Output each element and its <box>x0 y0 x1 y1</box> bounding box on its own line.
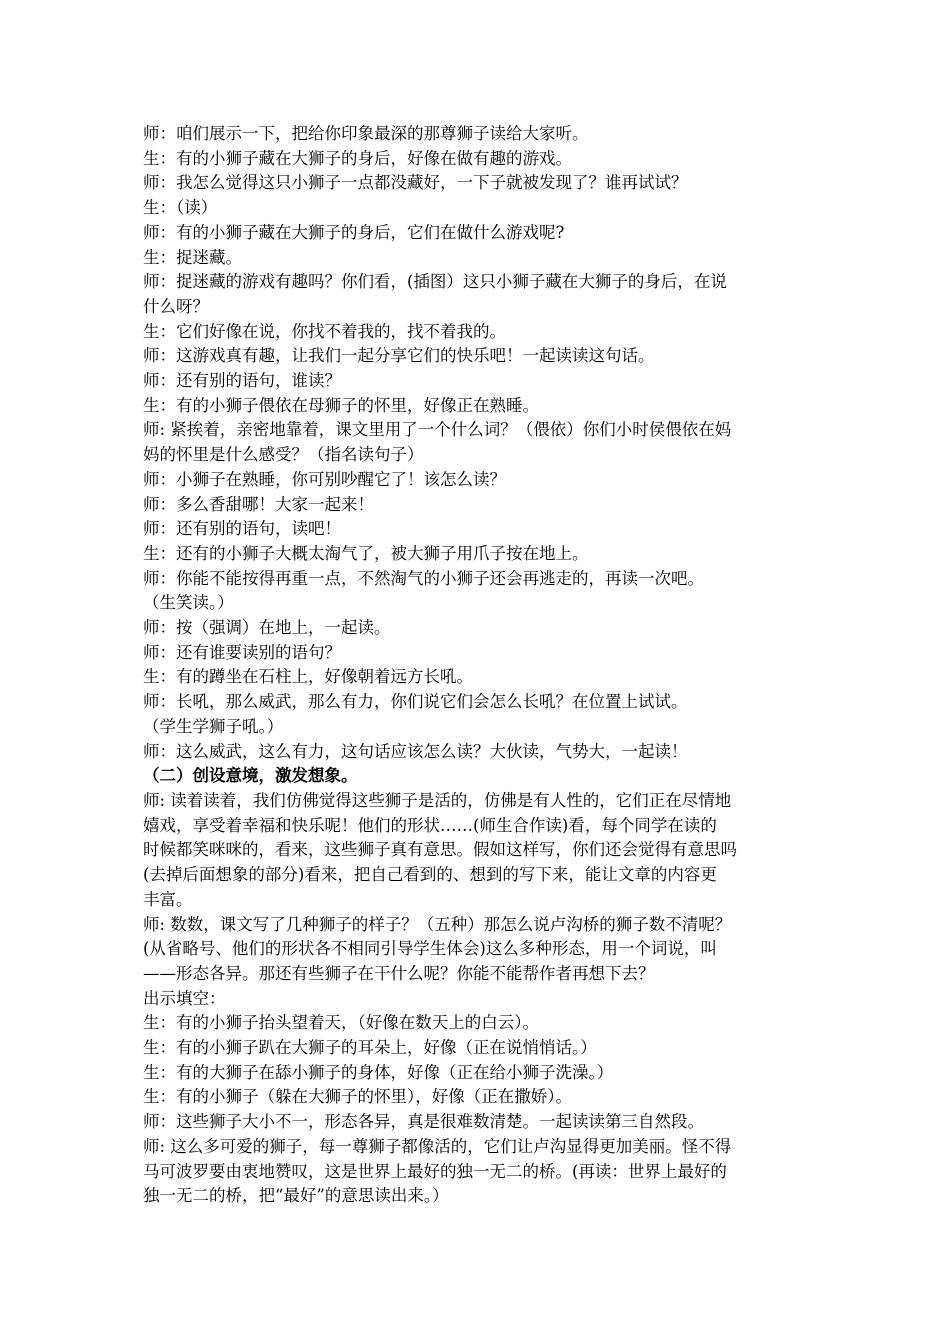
text-line: 生：有的蹲坐在石柱上，好像朝着远方长吼。 <box>143 667 473 687</box>
text-line: 丰富。 <box>143 889 193 909</box>
text-line: （生笑读。） <box>143 593 234 613</box>
text-line: 生：有的小狮子抬头望着天，（好像在数天上的白云）。 <box>143 1013 539 1033</box>
text-line: (从省略号、他们的形状各不相同引导学生体会)这么多种形态，用一个词说，叫 <box>143 939 717 959</box>
text-line: 师: 紧挨着，亲密地靠着，课文里用了一个什么词？（偎依）你们小时侯偎依在妈 <box>143 420 732 440</box>
text-line: 独一无二的桥，把“最好”的意思读出来。） <box>143 1186 449 1206</box>
text-line: 师: 这么多可爱的狮子，每一尊狮子都像活的，它们让卢沟显得更加美丽。怪不得 <box>143 1136 732 1156</box>
text-line: 生：（读） <box>143 198 218 218</box>
text-line: 什么呀？ <box>143 296 209 316</box>
text-line: 师：这游戏真有趣，让我们一起分享它们的快乐吧！一起读读这句话。 <box>143 346 655 366</box>
text-line: ——形态各异。那还有些狮子在干什么呢？你能不能帮作者再想下去？ <box>143 963 655 983</box>
text-line: 师：有的小狮子藏在大狮子的身后，它们在做什么游戏呢? <box>143 222 565 242</box>
text-line: (去掉后面想象的部分)看来，把自己看到的、想到的写下来，能让文章的内容更 <box>143 865 717 885</box>
text-line: 生：有的小狮子趴在大狮子的耳朵上，好像（正在说悄悄话。） <box>143 1038 597 1058</box>
text-line: 师：这些狮子大小不一，形态各异，真是很难数清楚。一起读读第三自然段。 <box>143 1112 704 1132</box>
text-line: 师：你能不能按得再重一点，不然淘气的小狮子还会再逃走的，再读一次吧。 <box>143 568 704 588</box>
text-line: 生：有的小狮子（躲在大狮子的怀里），好像（正在撒娇）。 <box>143 1087 572 1107</box>
text-line: 师：长吼，那么威武，那么有力，你们说它们会怎么长吼？在位置上试试。 <box>143 692 688 712</box>
text-line: 师：小狮子在熟睡，你可别吵醒它了！该怎么读？ <box>143 469 506 489</box>
text-line: 师: 读着读着，我们仿佛觉得这些狮子是活的，仿佛是有人性的，它们正在尽情地 <box>143 790 732 810</box>
document-body <box>143 122 813 1209</box>
text-line: 师：还有别的语句，读吧！ <box>143 519 341 539</box>
text-line: 生：有的小狮子藏在大狮子的身后，好像在做有趣的游戏。 <box>143 148 572 168</box>
text-line: 生：还有的小狮子大概太淘气了，被大狮子用爪子按在地上。 <box>143 543 589 563</box>
text-line: 师: 数数，课文写了几种狮子的样子？（五种）那怎么说卢沟桥的狮子数不清呢？ <box>143 914 732 934</box>
text-line: 生：捉迷藏。 <box>143 247 242 267</box>
text-line: 师：还有谁要读别的语句？ <box>143 642 341 662</box>
text-line: 生：有的小狮子偎依在母狮子的怀里，好像正在熟睡。 <box>143 395 539 415</box>
text-line: 师：捉迷藏的游戏有趣吗？你们看，(插图）这只小狮子藏在大狮子的身后，在说 <box>143 272 727 292</box>
text-line: 生：它们好像在说，你找不着我的，找不着我的。 <box>143 321 506 341</box>
text-line: 时候都笑咪咪的，看来，这些狮子真有意思。假如这样写，你们还会觉得有意思吗 <box>143 840 737 860</box>
text-line: 师：咱们展示一下，把给你印象最深的那尊狮子读给大家听。 <box>143 124 589 143</box>
text-line: 师：多么香甜哪！大家一起来！ <box>143 494 374 514</box>
text-line: 妈的怀里是什么感受？（指名读句子） <box>143 445 424 465</box>
text-line: 生：有的大狮子在舔小狮子的身体，好像（正在给小狮子洗澡。） <box>143 1062 614 1082</box>
text-line: 师：我怎么觉得这只小狮子一点都没藏好，一下子就被发现了？谁再试试？ <box>143 173 688 193</box>
text-line: （学生学狮子吼。） <box>143 716 284 736</box>
text-line: 师：还有别的语句，谁读？ <box>143 371 341 391</box>
section-heading: （二）创设意境，激发想象。 <box>143 766 358 786</box>
text-line: 出示填空： <box>143 988 226 1008</box>
text-line: 师：按（强调）在地上，一起读。 <box>143 618 391 638</box>
text-line: 师：这么威武，这么有力，这句话应该怎么读？大伙读，气势大，一起读！ <box>143 741 688 761</box>
text-line: 马可波罗要由衷地赞叹，这是世界上最好的独一无二的桥。(再读：世界上最好的 <box>143 1161 727 1181</box>
text-line: 嬉戏，享受着幸福和快乐呢！他们的形状……(师生合作读)看，每个同学在读的 <box>143 815 717 835</box>
